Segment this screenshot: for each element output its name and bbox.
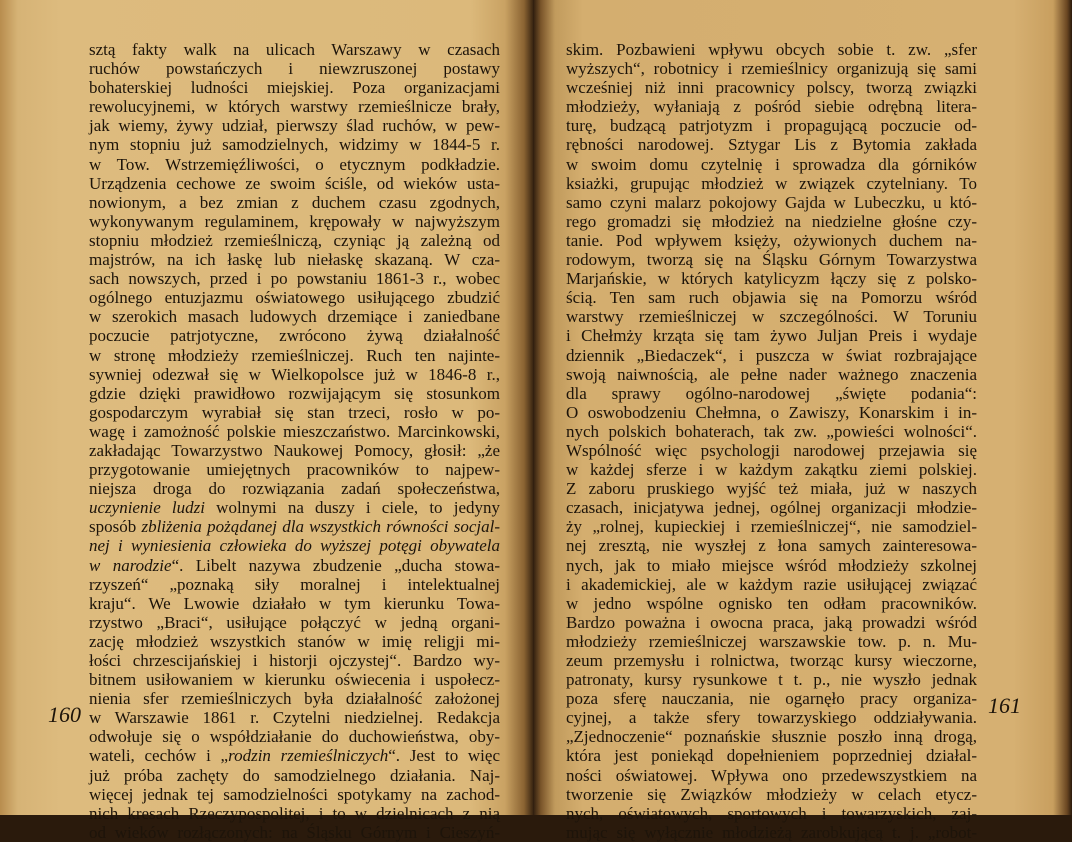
text-line: swoją naiwnością, ale pełne nader ważnego znaczenia (566, 364, 977, 384)
text-line: i Chełmży krząta się tam żywo Juljan Preis i wydaje (566, 326, 977, 346)
text-line: wyższych“, robotnicy i rzemieślnicy organizują się sami (566, 59, 977, 79)
text-line: Z zaboru pruskiego wyjść też miała, już w naszych (566, 479, 977, 499)
text-line: dziennik „Biedaczek“, i puszcza w świat rozbrajające (566, 345, 977, 365)
text-line: jak wiemy, żywy udział, pierwszy ślad ruchów, w pew- (89, 116, 500, 136)
text-line: wykonywanym regulaminem, krępowały w najwyższym (89, 211, 500, 231)
text-line: młodzieży, wyłaniają z pośród siebie odrębną litera- (566, 97, 977, 117)
text-line: ruchów powstańczych i niewzruszonej postawy (89, 59, 500, 79)
text-line: nienia sfer rzemieślniczych była działalność założonej (89, 689, 500, 709)
text-line: samo czyni malarz pokojowy Gajda w Lubeczku, u któ- (566, 192, 977, 212)
text-line: ności oświatowej. Wpływa ono przedewszystkiem na (566, 765, 977, 785)
text-line: wcześniej niż inni pracownicy polscy, tworzą związki (566, 78, 977, 98)
italic-text: w narodzie (89, 555, 172, 575)
italic-text: nej i wyniesienia człowieka do wyższej potęgi obywatela (89, 536, 500, 556)
text-line (89, 498, 500, 517)
text-line: bitnem usiłowaniem w kierunku oświecenia i uspołecz- (89, 670, 500, 690)
text-line: zakładając Towarzystwo Naukowej Pomocy, głosił: „że (89, 440, 500, 460)
text-run: wateli, cechów i „ (89, 746, 229, 766)
text-line (89, 536, 500, 555)
text-line: kraju“. We Lwowie działało w tym kierunku Towa- (89, 593, 500, 613)
text-line: w Warszawie 1861 r. Czytelni niedzielnej. Redakcja (89, 708, 500, 728)
text-line: nej zresztą, nie wyszłej z łona samych zainteresowa- (566, 536, 977, 556)
text-run: sposób (89, 517, 142, 537)
text-line: w szerokich masach ludowych drzemiące i zaniedbane (89, 307, 500, 327)
text-line: rzystwo „Braci“, usiłujące połączyć w jedną organi- (89, 612, 500, 632)
text-line (89, 517, 500, 536)
text-line: już próba zachęty do samodzielnego działania. Naj- (89, 765, 500, 785)
text-line: nowionym, a bez zmian z duchem czasu zgodnych, (89, 192, 500, 212)
italic-text: zbliżenia pożądanej dla wszystkich równości socjal- (141, 517, 500, 537)
text-line: ogólnego entuzjazmu oświatowego usiłującego zbudzić (89, 288, 500, 308)
text-line: stopniu młodzież rzemieślniczą, czyniąc ją zależną od (89, 230, 500, 250)
text-line: niejsza droga do rozwiązania zadań społeczeństwa, (89, 479, 500, 499)
text-line: rego gromadzi się młodzież na niedzielne głośne czy- (566, 211, 977, 231)
text-line: Urządzenia cechowe ze swoim ściśle, od wieków usta- (89, 173, 500, 193)
text-line: patronaty, kursy rysunkowe t t. p., nie wyszło jednak (566, 670, 977, 690)
text-run: wolnymi na duszy i ciele, to jedyny (205, 498, 500, 518)
text-line: w Tow. Wstrzemięźliwości, o etycznym podkładzie. (89, 154, 500, 174)
text-line: ży „rolnej, kupieckiej i rzemieślniczej“, nie samodziel- (566, 517, 977, 537)
text-line: zację młodzież wszystkich stanów w imię religji mi- (89, 631, 500, 651)
text-run: “. Jest to więc (388, 746, 500, 766)
text-line: w swoim domu czytelnię i sprowadza dla górników (566, 154, 977, 174)
text-line: majstrów, na ich łaskę lub niełaskę skazaną. W cza- (89, 250, 500, 270)
italic-text: rodzin rzemieślniczych (228, 746, 389, 766)
text-line: sywniej odezwał się w Wielkopolsce już w 1846-8 r., (89, 364, 500, 384)
text-line: nym stopniu już samodzielnych, widzimy w 1844-5 r. (89, 135, 500, 155)
text-line: nich kresach Rzeczypospolitej, i to w dzielnicach z nią (89, 803, 500, 823)
text-line: młodzieży rzemieślniczej warszawskie tow. p. n. Mu- (566, 631, 977, 651)
text-line: tanie. Pod wpływem księży, ożywionych duchem na- (566, 230, 977, 250)
page-number-right: 161 (988, 693, 1021, 718)
text-line: przygotowanie umiejętnych pracowników to najpew- (89, 460, 500, 480)
text-line: „Zjednoczenie“ poznańskie słusznie poszło inną drogą, (566, 727, 977, 747)
text-line: tworzenie się Związków młodzieży w celach etycz- (566, 784, 977, 804)
text-line: Wspólność więc psychologji narodowej przejawia się (566, 440, 977, 460)
left-page (0, 0, 533, 842)
text-line: warstwy rzemieślniczej w szczególności. W Toruniu (566, 307, 977, 327)
text-line: rodowym, tworzą się na Śląsku Górnym Towarzystwa (566, 250, 977, 270)
text-line: zeum przemysłu i rolnictwa, tworząc kursy wieczorne, (566, 651, 977, 670)
text-line: rzyszeń“ „poznaką siły moralnej i intelektualnej (89, 574, 500, 594)
text-line: turę, budzącą patrjotyzm i propagującą poczucie od- (566, 116, 977, 136)
text-line: rębności narodowej. Sztygar Lis z Bytomia zakłada (566, 135, 977, 155)
text-line: w stronę młodzieży rzemieślniczej. Ruch ten najinte- (89, 345, 500, 365)
text-line: cyjnej, a także sfery towarzyskiego oddziaływania. (566, 708, 977, 728)
text-line: mując się wyłącznie młodzieżą zarobkującą t. j. „robot- (566, 822, 977, 842)
text-line: sztą fakty walk na ulicach Warszawy w czasach (89, 40, 500, 59)
text-line (89, 746, 500, 765)
text-line: w każdej sferze i w każdym zakątku ziemi polskiej. (566, 460, 977, 480)
text-line: nych, jak to miało miejsce wśród młodzieży szkolnej (566, 555, 977, 575)
text-line: dla sprawy ogólno-narodowej „święte podania“: (566, 383, 977, 403)
text-run: “. Libelt nazywa zbudzenie „ducha stowa- (171, 555, 500, 575)
text-line: poza sferę nauczania, nie ogarnęło pracy organiza- (566, 689, 977, 709)
right-page-text (566, 40, 977, 842)
text-line (89, 556, 500, 575)
text-line: w jedno wspólne ognisko ten odłam pracowników. (566, 593, 977, 613)
text-line: i akademickiej, ale w każdym razie usiłującej związać (566, 574, 977, 594)
text-line: więcej jednak tej samodzielności spotykamy na zachod- (89, 784, 500, 804)
text-line: ksiażki, grupując młodzież w związek czytelniany. To (566, 173, 977, 193)
text-line: wagę i zamożność polskie mieszczaństwo. Marcinkowski, (89, 421, 500, 441)
text-line: ścią. Ten sam ruch objawia się na Pomorzu wśród (566, 288, 977, 308)
text-line: która jest poniekąd dopełnieniem poprzedniej działal- (566, 746, 977, 766)
italic-text: uczynienie ludzi (89, 498, 205, 518)
text-line: nych, oświatowych, sportowych i towarzyskich, zaj- (566, 803, 977, 823)
text-line: od wieków rozłączonych: na Śląsku Górnym i Cieszyń- (89, 822, 500, 842)
text-line: Marjańskie, w których katylicyzm łączy się z polsko- (566, 269, 977, 289)
text-line: skim. Pozbawieni wpływu obcych sobie t. zw. „sfer (566, 40, 977, 59)
page-number-left: 160 (48, 702, 81, 727)
text-line: sach nowszych, przed i po powstaniu 1861-3 r., wobec (89, 269, 500, 289)
text-line: O oswobodzeniu Chełmna, o Zawiszy, Konarskim i in- (566, 402, 977, 422)
left-page-text (89, 40, 500, 842)
right-page (533, 0, 1072, 842)
text-line: nych polskich bohaterach, tak zw. „powieści wolności“. (566, 421, 977, 441)
text-line: czasach, inicjatywa jednej, ogólnej organizacji młodzie- (566, 498, 977, 518)
text-line: gospodarczym wyrabiał się stan trzeci, rosło w po- (89, 402, 500, 422)
text-line: gdzie dzięki prawidłowo rozwijającym się stosunkom (89, 383, 500, 403)
text-line: łości chrzescijańskiej i historji ojczystej“. Bardzo wy- (89, 651, 500, 670)
text-line: poczucie patrjotyczne, zwrócono żywą działalność (89, 326, 500, 346)
text-line: rewolucyjnemi, w których warstwy rzemieślnicze brały, (89, 97, 500, 117)
text-line: bohaterskiej ludności miejskiej. Poza organizacjami (89, 78, 500, 98)
text-line: Bardzo poważna i owocna praca, jaką prowadzi wśród (566, 612, 977, 632)
text-line: odwołuje się o współdziałanie do duchowieństwa, oby- (89, 727, 500, 747)
